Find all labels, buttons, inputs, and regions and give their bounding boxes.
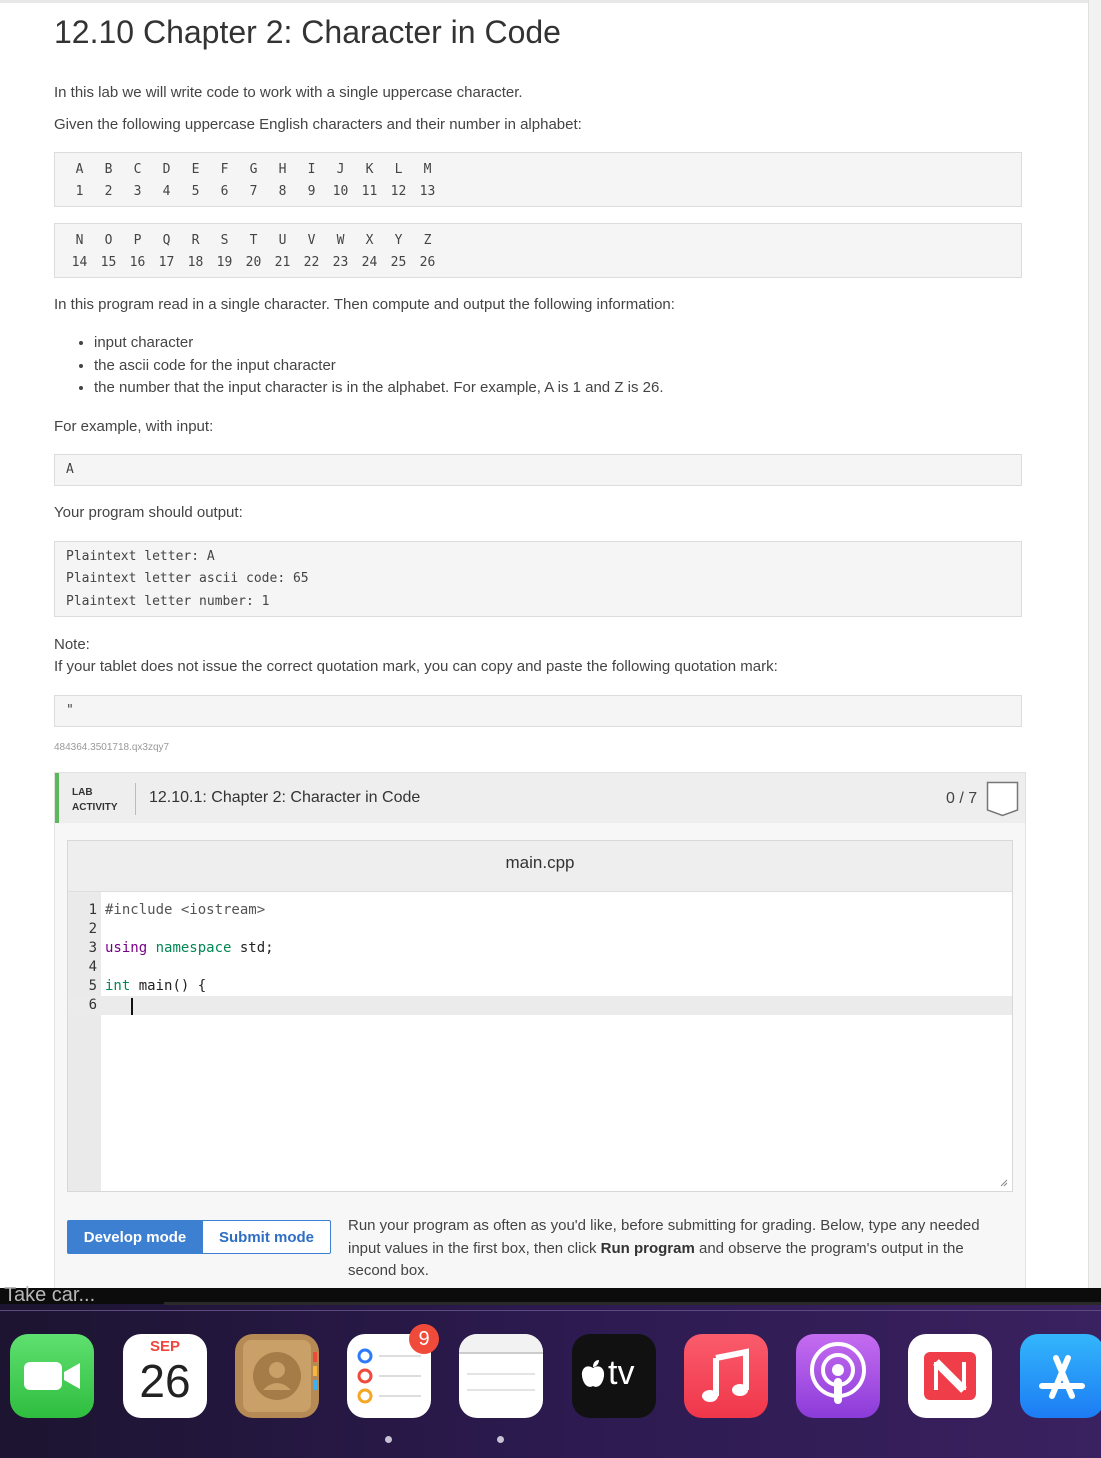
alpha-number: 5 [191, 184, 200, 199]
dock-divider [0, 1310, 1101, 1311]
alpha-number: 10 [332, 184, 349, 199]
code-line[interactable] [68, 977, 1012, 996]
alpha-letter: Y [394, 233, 403, 248]
code-text: using namespace std; [105, 940, 274, 956]
example-input: A [66, 462, 74, 477]
alpha-number: 13 [419, 184, 436, 199]
notes-icon[interactable] [459, 1334, 543, 1418]
code-editor[interactable] [67, 840, 1013, 1192]
code-line-active[interactable] [68, 996, 1012, 1015]
alpha-letter: W [336, 233, 345, 248]
alpha-number: 18 [187, 255, 204, 270]
top-border [0, 0, 1088, 3]
develop-mode-button[interactable]: Develop mode [67, 1220, 203, 1254]
lab-header [55, 773, 1025, 823]
run-instructions: Run your program as often as you'd like, before submitting for grading. Below, type any needed input values in the first box, then click Run program and observe the program's output in the second box. [348, 1217, 980, 1279]
alpha-letter: S [220, 233, 229, 248]
quote-box[interactable] [54, 695, 1022, 727]
alpha-number: 1 [75, 184, 84, 199]
window-preview-label[interactable]: Take car... [4, 1284, 96, 1306]
music-icon[interactable] [684, 1334, 768, 1418]
output-line: Plaintext letter ascii code: 65 [66, 571, 309, 586]
alpha-letter: Q [162, 233, 171, 248]
alpha-letter: E [191, 162, 200, 177]
lab-activity [54, 772, 1026, 1290]
example-label: For example, with input: [54, 418, 214, 435]
alpha-letter: B [104, 162, 113, 177]
alpha-number: 7 [249, 184, 258, 199]
alpha-letter: C [133, 162, 142, 177]
alpha-letter: J [336, 162, 345, 177]
code-line[interactable] [68, 920, 1012, 939]
alpha-number: 9 [307, 184, 316, 199]
code-line[interactable] [68, 901, 1012, 920]
podcasts-icon[interactable] [796, 1334, 880, 1418]
app-store-icon[interactable] [1020, 1334, 1101, 1418]
running-indicator [497, 1436, 504, 1443]
code-text: #include <iostream> [105, 902, 266, 918]
alpha-number: 8 [278, 184, 287, 199]
line-number: 3 [88, 940, 97, 956]
example-input-box [54, 454, 1022, 486]
filename: main.cpp [505, 853, 575, 872]
lab-title: 12.10.1: Chapter 2: Character in Code [149, 789, 421, 806]
running-indicator [385, 1436, 392, 1443]
alpha-letter: D [162, 162, 171, 177]
alpha-letter: N [75, 233, 84, 248]
tv-label: tv [608, 1354, 635, 1392]
output-line: Plaintext letter number: 1 [66, 594, 270, 609]
alpha-number: 15 [100, 255, 117, 270]
reminders-icon[interactable] [347, 1328, 431, 1418]
completion-shield-icon [986, 781, 1019, 817]
line-number: 5 [88, 978, 97, 994]
list-item: • the number that the input character is in the alphabet. For example, A is 1 and Z is 26. [94, 377, 664, 400]
alpha-number: 6 [220, 184, 229, 199]
alpha-number: 4 [162, 184, 171, 199]
alpha-number: 2 [104, 184, 113, 199]
alpha-letter: X [365, 233, 374, 248]
intro-text: In this lab we will write code to work with a single uppercase character. [54, 84, 523, 101]
alpha-letter: A [75, 162, 84, 177]
requirements-list [54, 332, 664, 400]
alpha-letter: M [423, 162, 432, 177]
alpha-number: 25 [390, 255, 407, 270]
calendar-icon[interactable] [123, 1334, 207, 1418]
facetime-icon[interactable] [10, 1334, 94, 1418]
code-line[interactable] [68, 958, 1012, 977]
divider [135, 783, 136, 815]
alpha-number: 17 [158, 255, 175, 270]
alphabet-table-1 [54, 152, 1022, 207]
note-text: If your tablet does not issue the correct quotation mark, you can copy and paste the following quotation mark: [54, 658, 778, 675]
instructions-text: In this program read in a single character. Then compute and output the following information: [54, 296, 675, 313]
alpha-number: 12 [390, 184, 407, 199]
output-line: Plaintext letter: A [66, 549, 215, 564]
activity-id: 484364.3501718.qx3zqy7 [54, 742, 170, 753]
lab-tag [72, 785, 118, 815]
calendar-month: SEP [149, 1338, 180, 1355]
line-number: 4 [88, 959, 97, 975]
example-output-box [54, 541, 1022, 617]
alpha-letter: H [278, 162, 287, 177]
alpha-letter: I [307, 162, 316, 177]
editor-header [68, 841, 1012, 892]
list-item: • the ascii code for the input character [94, 355, 664, 378]
page-title: 12.10 Chapter 2: Character in Code [54, 14, 561, 50]
alpha-number: 11 [361, 184, 378, 199]
taskbar-divider [164, 1302, 1101, 1305]
notification-badge: 9 [409, 1324, 439, 1354]
calendar-day: 26 [139, 1355, 191, 1407]
page-scrollbar[interactable] [1088, 0, 1101, 1290]
alpha-letter: F [220, 162, 229, 177]
lab-tag-line: ACTIVITY [72, 802, 118, 813]
alpha-number: 19 [216, 255, 233, 270]
alpha-number: 16 [129, 255, 146, 270]
alpha-number: 26 [419, 255, 436, 270]
note-label: Note: [54, 636, 90, 653]
apple-tv-icon[interactable] [572, 1334, 656, 1418]
alpha-letter: G [249, 162, 258, 177]
code-text: int main() { [105, 978, 207, 994]
alpha-letter: V [307, 233, 316, 248]
alpha-letter: K [365, 162, 374, 177]
lab-tag-line: LAB [72, 787, 93, 798]
alpha-number: 23 [332, 255, 349, 270]
mode-toggle [67, 1220, 331, 1254]
alpha-letter: R [191, 233, 200, 248]
alpha-number: 20 [245, 255, 262, 270]
intro-text-2: Given the following uppercase English characters and their number in alphabet: [54, 116, 582, 133]
alpha-number: 24 [361, 255, 378, 270]
alpha-letter: T [249, 233, 258, 248]
alpha-number: 14 [71, 255, 88, 270]
score: 0 / 7 [946, 790, 978, 807]
text-cursor [131, 998, 133, 1015]
quote-char: " [66, 703, 74, 718]
alpha-number: 3 [133, 184, 142, 199]
contacts-icon[interactable] [235, 1334, 319, 1418]
output-label: Your program should output: [54, 504, 243, 521]
code-line[interactable] [68, 939, 1012, 958]
submit-mode-button[interactable]: Submit mode [203, 1220, 331, 1254]
line-number: 6 [88, 997, 97, 1013]
alpha-number: 21 [274, 255, 291, 270]
alpha-number: 22 [303, 255, 320, 270]
alpha-letter: L [394, 162, 403, 177]
alphabet-table-2 [54, 223, 1022, 278]
alpha-letter: U [278, 233, 287, 248]
line-number: 1 [88, 902, 97, 918]
line-number: 2 [88, 921, 97, 937]
news-icon[interactable] [908, 1334, 992, 1418]
list-item: • input character [94, 332, 664, 355]
alpha-letter: Z [423, 233, 432, 248]
alpha-letter: O [104, 233, 113, 248]
resize-handle-icon[interactable] [1000, 1179, 1008, 1187]
alpha-letter: P [133, 233, 142, 248]
